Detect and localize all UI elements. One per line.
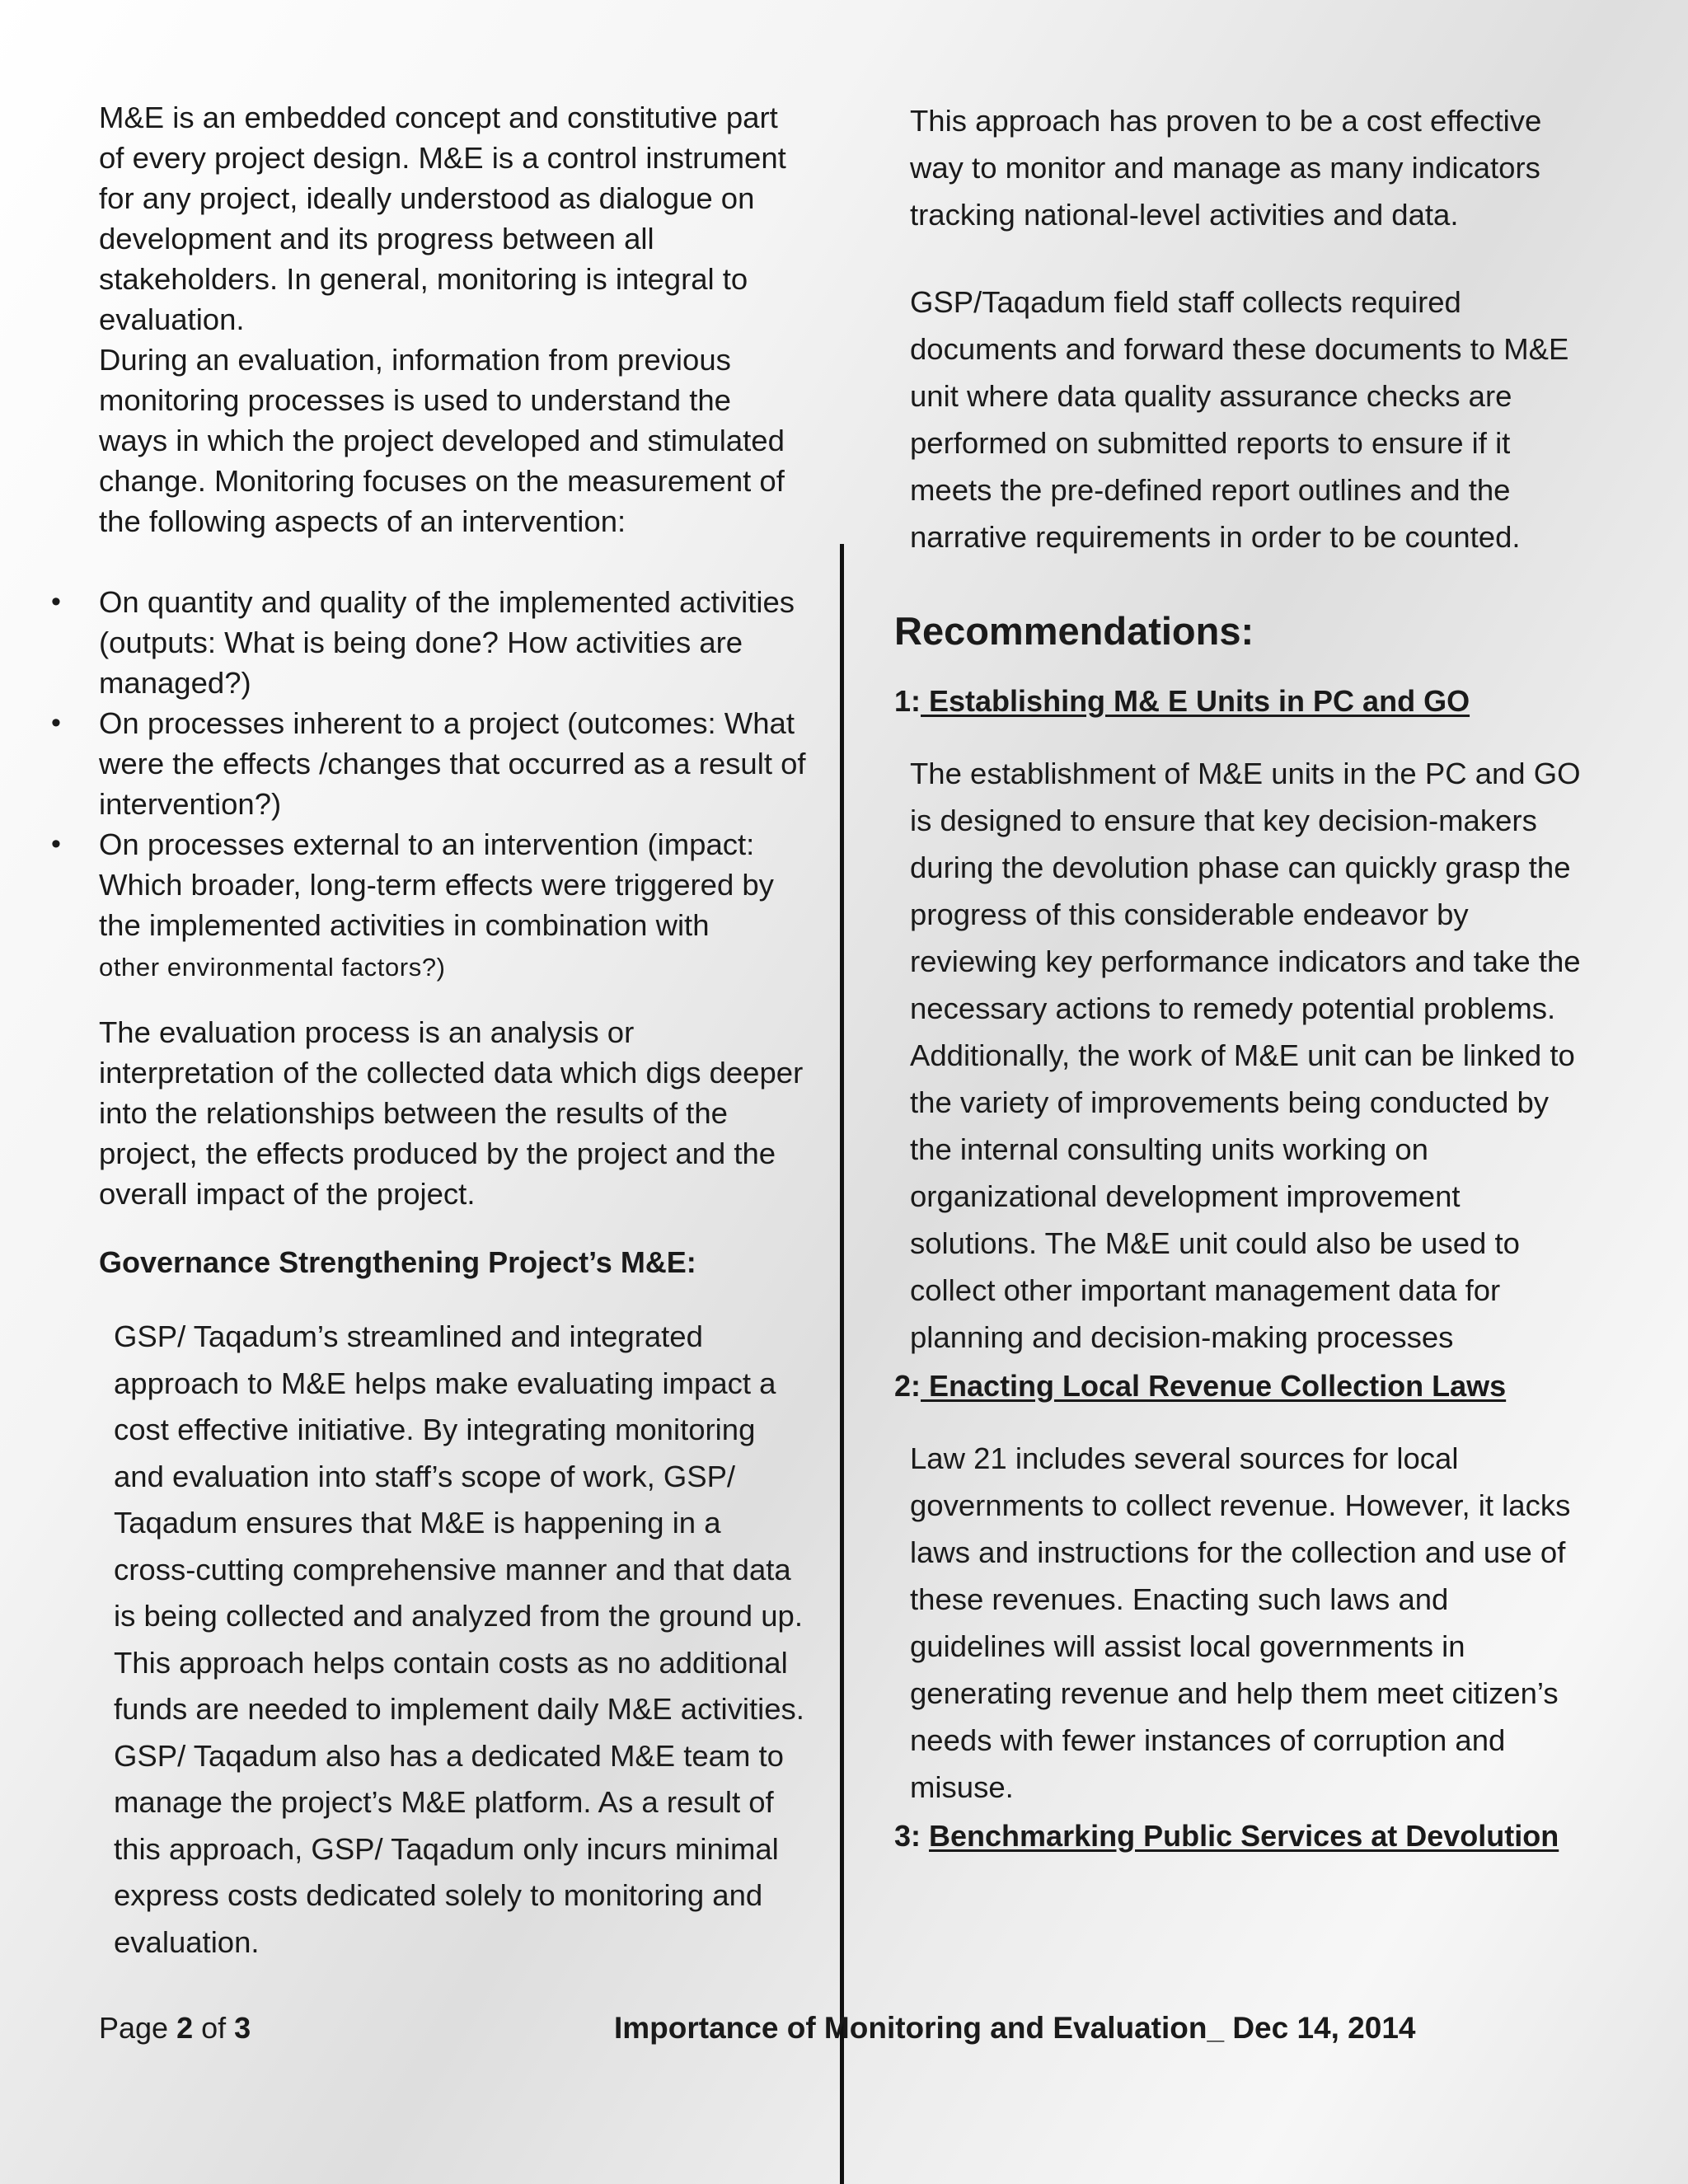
gsp-section-heading: Governance Strengthening Project’s M&E: [99, 1245, 696, 1279]
page-current: 2 [176, 2011, 194, 2045]
recommendations-heading: Recommendations: [894, 609, 1254, 653]
intro-paragraph-1: M&E is an embedded concept and constitutive part of every project design. M&E is a control instrument for any project, ideally understood as dialogue on development and its progress between all stakeholders. In general, monitoring is integral to evaluation. [99, 101, 786, 336]
approach-paragraph: This approach has proven to be a cost effective way to monitor and manage as many indicators tracking national-level activities and data. [910, 104, 1542, 232]
evaluation-paragraph: The evaluation process is an analysis or interpretation of the collected data which digs deeper into the relationships between the results of the project, the effects produced by the project and the overall impact of the project. [99, 1015, 804, 1211]
left-column [99, 97, 808, 1966]
recommendation-title: Establishing M& E Units in PC and GO [921, 684, 1470, 718]
recommendation-number: 2: [894, 1369, 921, 1403]
page-total: 3 [234, 2011, 251, 2045]
gsp-paragraph: GSP/ Taqadum’s streamlined and integrated approach to M&E helps make evaluating impact a cost effective initiative. By integrating monitoring and evaluation into staff’s scope of work, GSP/ Taqadum ensures that M&E is happening in a cross-cutting comprehensive manner and that data is being collected and analyzed from the ground up. This approach helps contain costs as no additional funds are needed to implement daily M&E activities. GSP/ Taqadum also has a dedicated M&E team to manage the project’s M&E platform. As a result of this approach, GSP/ Taqadum only incurs minimal express costs dedicated solely to monitoring and evaluation. [114, 1319, 804, 1959]
page-number [99, 2011, 251, 2046]
recommendation-2-heading [894, 1366, 1582, 1407]
list-item-tail: other environmental factors?) [99, 953, 446, 982]
right-column [894, 97, 1582, 1857]
page-of: of [193, 2011, 235, 2045]
column-divider [840, 544, 844, 2184]
recommendation-1-body: The establishment of M&E units in the PC and GO is designed to ensure that key decision-makers during the devolution phase can quickly grasp the progress of this considerable endeavor by reviewing key performance indicators and take the necessary actions to remedy potential problems. Additionally, the work of M&E unit can be linked to the variety of improvements being conducted by the internal consulting units working on organizational development improvement solutions. The M&E unit could also be used to collect other important management data for planning and decision-making processes [910, 757, 1581, 1354]
list-item: • On quantity and quality of the implemented activities (outputs: What is being done? How activities are managed?) [99, 582, 808, 703]
intro-paragraph-2: During an evaluation, information from previous monitoring processes is used to understand the ways in which the project developed and stimulated change. Monitoring focuses on the measurement of the following aspects of an intervention: [99, 343, 785, 538]
recommendation-title: Benchmarking Public Services at Devolution [929, 1819, 1559, 1853]
recommendation-number: 3: [894, 1819, 930, 1853]
monitoring-aspects-list [99, 582, 808, 987]
field-staff-paragraph: GSP/Taqadum field staff collects required documents and forward these documents to M&E unit where data quality assurance checks are performed on submitted reports to ensure if it meets the pre-defined report outlines and the narrative requirements in order to be counted. [910, 285, 1569, 554]
recommendation-title: Enacting Local Revenue Collection Laws [921, 1369, 1507, 1403]
list-item [99, 824, 808, 987]
list-item: • On processes inherent to a project (outcomes: What were the effects /changes that occurred as a result of intervention?) [99, 703, 808, 824]
recommendation-number: 1: [894, 684, 921, 718]
list-item-text: On processes external to an intervention (impact: Which broader, long-term effects were triggered by the implemented activities in combination with [99, 827, 774, 942]
page-prefix: Page [99, 2011, 177, 2045]
recommendation-1-heading [894, 681, 1582, 722]
footer-title: Importance of Monitoring and Evaluation_ Dec 14, 2014 [614, 2011, 1416, 2045]
recommendation-2-body: Law 21 includes several sources for local governments to collect revenue. However, it lacks laws and instructions for the collection and use of these revenues. Enacting such laws and guidelines will assist local governments in generating revenue and help them meet citizen’s needs with fewer instances of corruption and misuse. [910, 1441, 1571, 1804]
recommendation-3-heading [894, 1816, 1582, 1857]
